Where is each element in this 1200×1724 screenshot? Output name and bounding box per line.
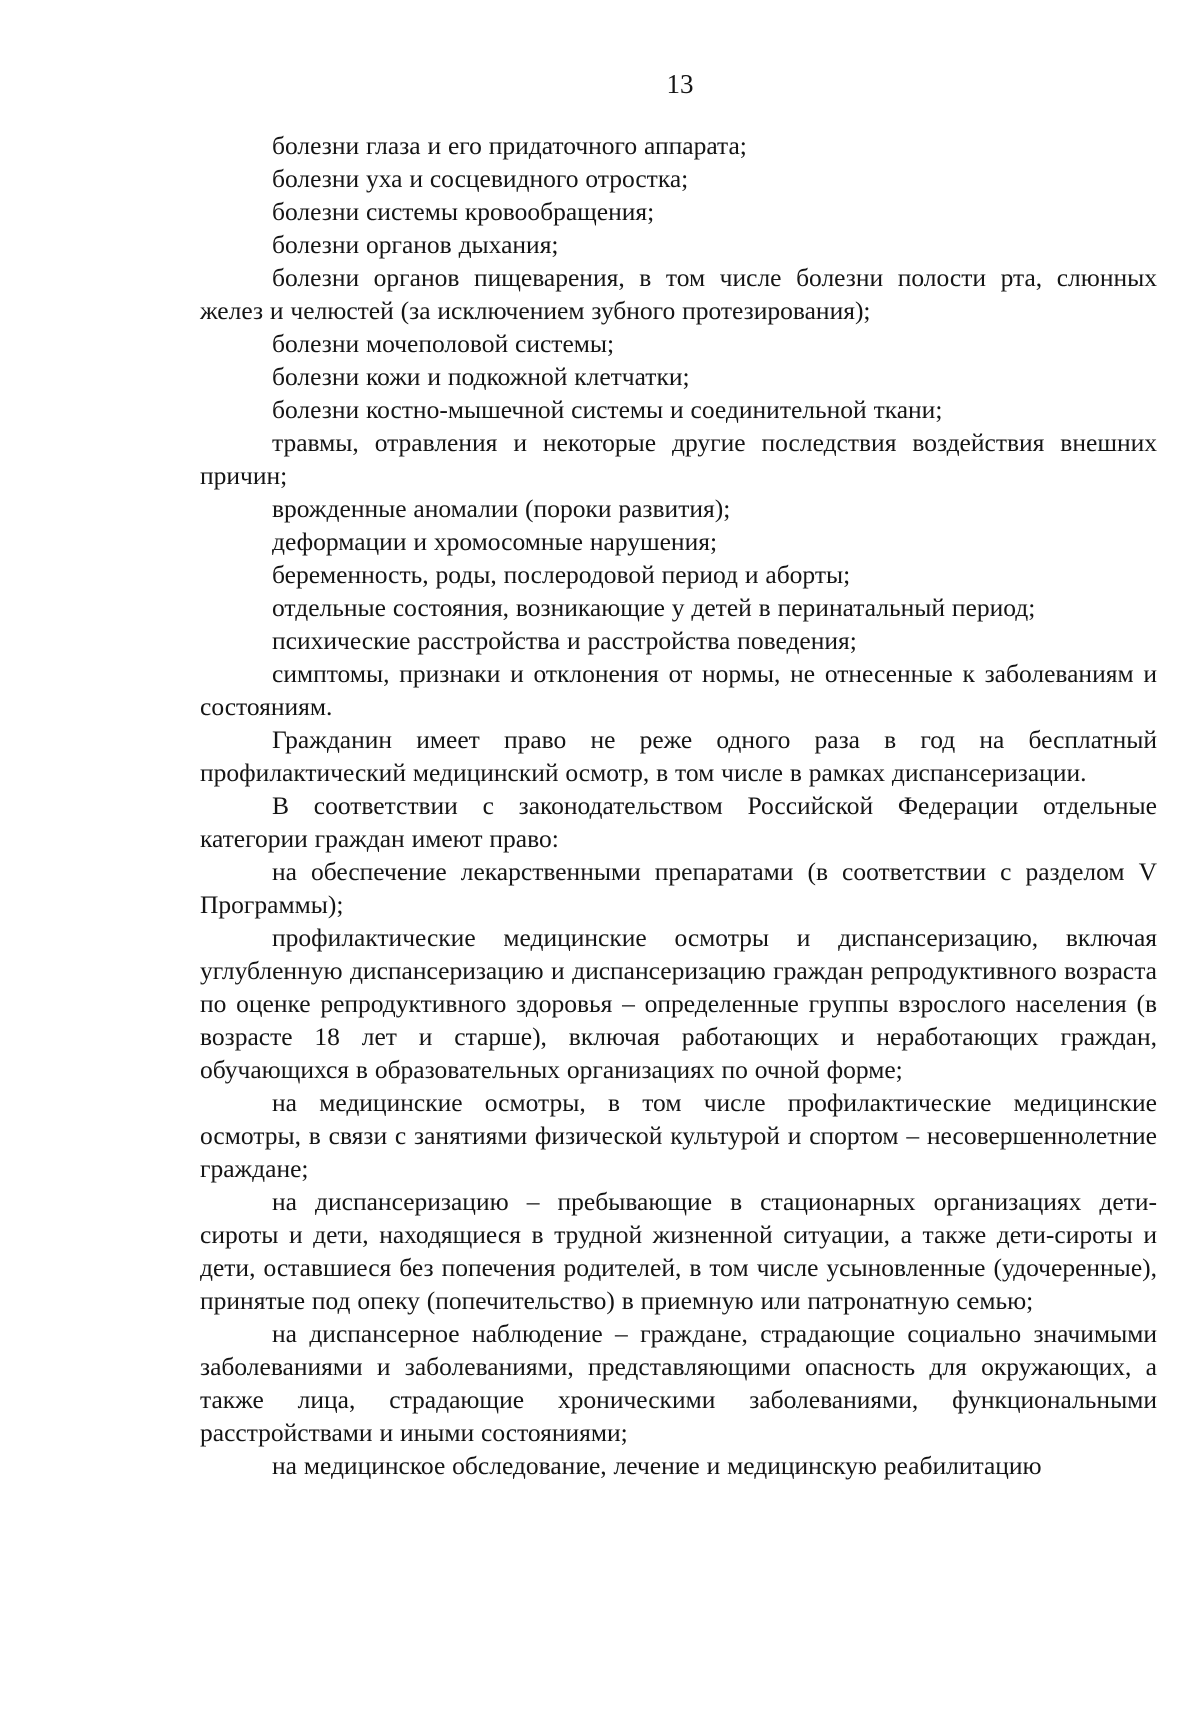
list-item: отдельные состояния, возникающие у детей в перинатальный период; <box>272 593 1036 622</box>
page-number: 13 <box>666 69 694 99</box>
list-item: симптомы, признаки и отклонения от нормы, не отнесенные к заболеваниям и состояниям. <box>200 659 1157 721</box>
list-item: врожденные аномалии (пороки развития); <box>272 494 731 523</box>
paragraph: В соответствии с законодательством Российской Федерации отдельные категории граждан имеют право: <box>200 791 1157 853</box>
list-item: на обеспечение лекарственными препаратами (в соответствии с разделом V Программы); <box>200 857 1157 919</box>
document-body <box>200 129 1157 1482</box>
list-item: психические расстройства и расстройства поведения; <box>272 626 857 655</box>
list-item: на диспансерное наблюдение – граждане, страдающие социально значимыми заболеваниями и заболеваниями, представляющими опасность для окружающих, а также лица, страдающие хроническими заболеваниями, функциональными расстройствами и иными состояниями; <box>200 1319 1157 1447</box>
list-item: на диспансеризацию – пребывающие в стационарных организациях дети-сироты и дети, находящиеся в трудной жизненной ситуации, а также дети-сироты и дети, оставшиеся без попечения родителей, в том числе усыновленные (удочеренные), принятые под опеку (попечительство) в приемную или патронатную семью; <box>200 1187 1157 1315</box>
list-item: на медицинские осмотры, в том числе профилактические медицинские осмотры, в связи с занятиями физической культурой и спортом – несовершеннолетние граждане; <box>200 1088 1157 1183</box>
list-item: болезни уха и сосцевидного отростка; <box>272 164 689 193</box>
list-item: болезни костно-мышечной системы и соединительной ткани; <box>272 395 943 424</box>
list-item: профилактические медицинские осмотры и диспансеризацию, включая углубленную диспансеризацию и диспансеризацию граждан репродуктивного возраста по оценке репродуктивного здоровья – определенные группы взрослого населения (в возрасте 18 лет и старше), включая работающих и неработающих граждан, обучающихся в образовательных организациях по очной форме; <box>200 923 1157 1084</box>
list-item: болезни органов дыхания; <box>272 230 559 259</box>
list-item: травмы, отравления и некоторые другие последствия воздействия внешних причин; <box>200 428 1157 490</box>
paragraph: Гражданин имеет право не реже одного раза в год на бесплатный профилактический медицинский осмотр, в том числе в рамках диспансеризации. <box>200 725 1157 787</box>
list-item: болезни кожи и подкожной клетчатки; <box>272 362 690 391</box>
list-item: на медицинское обследование, лечение и медицинскую реабилитацию <box>272 1451 1042 1480</box>
list-item: болезни органов пищеварения, в том числе болезни полости рта, слюнных желез и челюстей (за исключением зубного протезирования); <box>200 263 1157 325</box>
list-item: болезни мочеполовой системы; <box>272 329 615 358</box>
list-item: беременность, роды, послеродовой период и аборты; <box>272 560 851 589</box>
list-item: деформации и хромосомные нарушения; <box>272 527 718 556</box>
list-item: болезни системы кровообращения; <box>272 197 655 226</box>
list-item: болезни глаза и его придаточного аппарата; <box>272 131 747 160</box>
